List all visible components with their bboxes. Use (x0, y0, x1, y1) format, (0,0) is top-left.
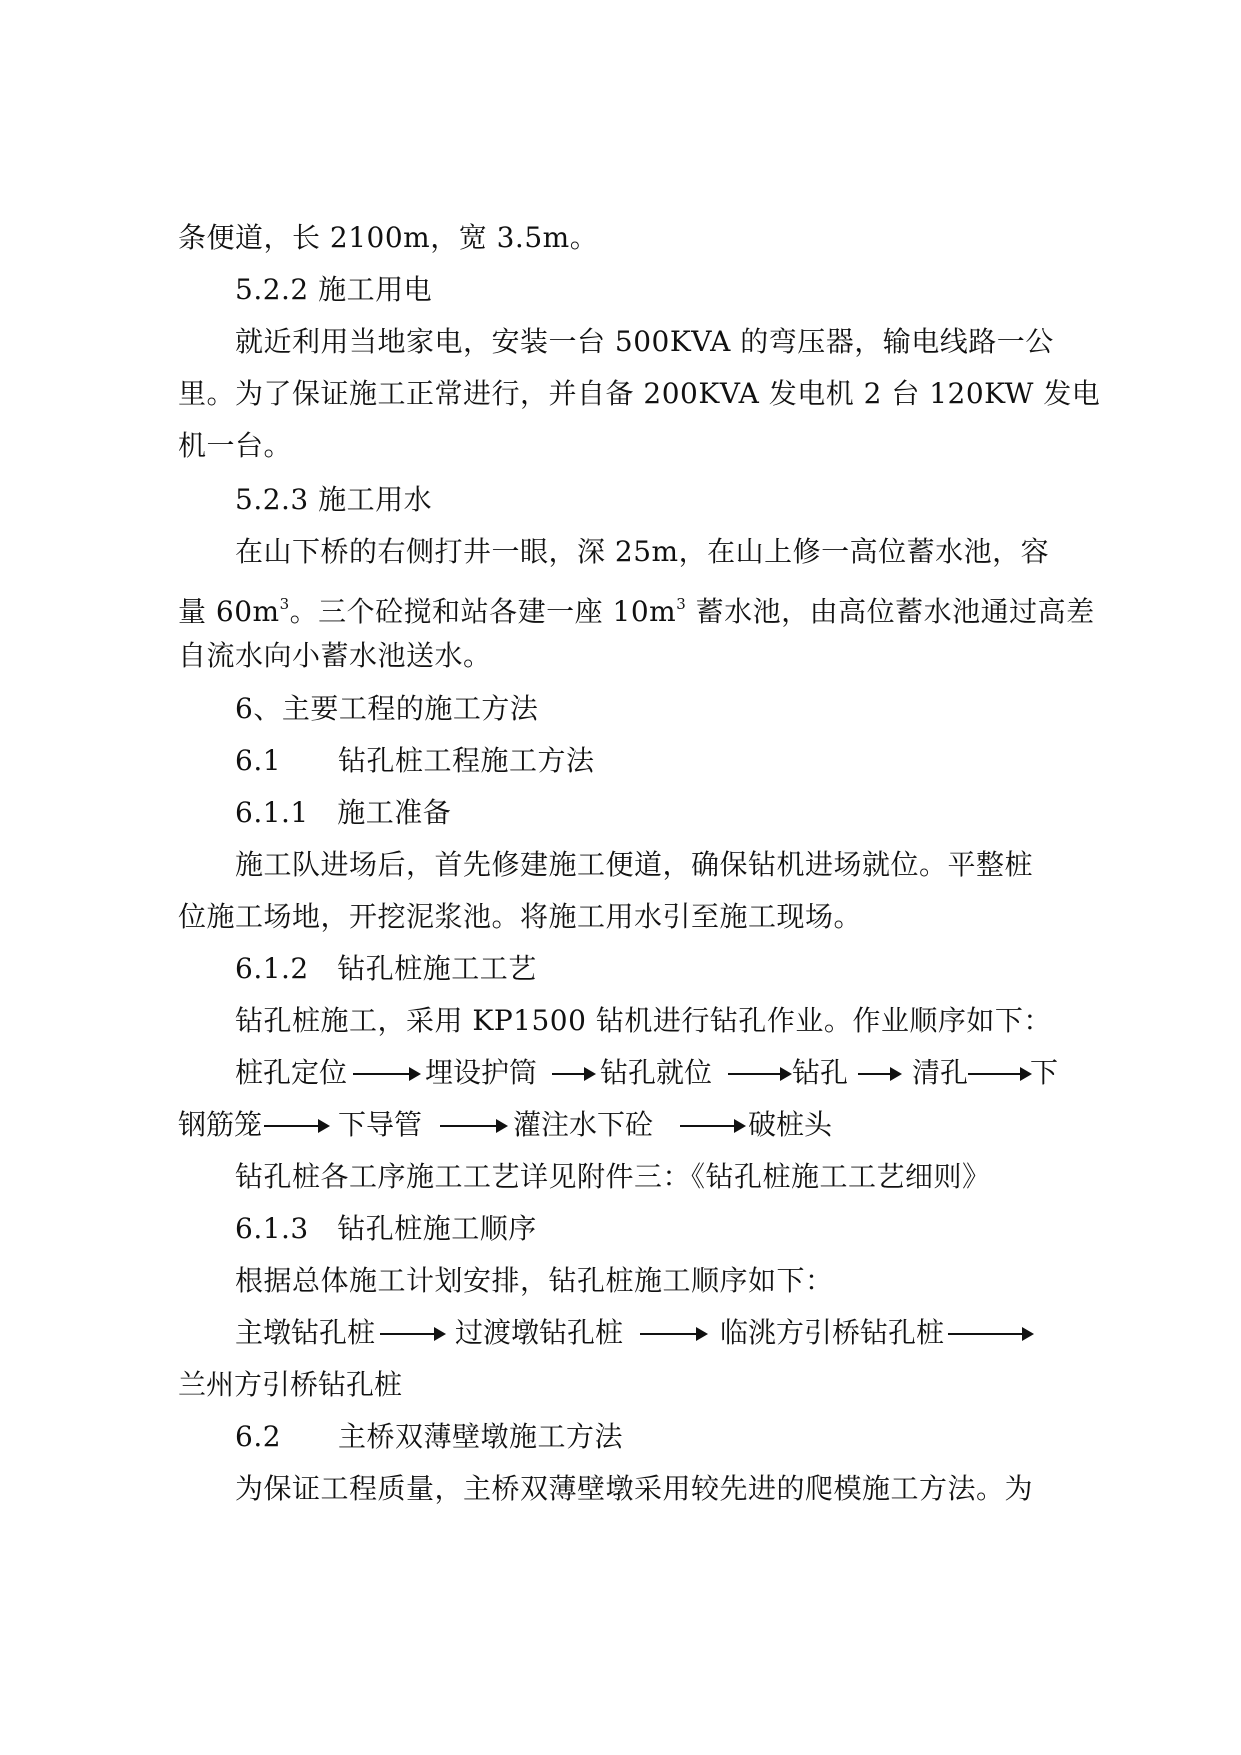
section-heading-5-2-2: 5.2.2 施工用电 (235, 273, 433, 306)
flow-arrow (968, 1073, 1030, 1075)
text-line (178, 584, 1095, 632)
text-span: 。三个砼搅和站各建一座 10m (289, 595, 677, 628)
text-line: 为保证工程质量，主桥双薄壁墩采用较先进的爬模施工方法。为 (235, 1472, 1034, 1505)
flow-arrow (640, 1333, 706, 1335)
section-heading-5-2-3: 5.2.3 施工用水 (235, 483, 433, 516)
flow-arrow (680, 1125, 744, 1127)
text-line: 机一台。 (178, 429, 293, 462)
text-line: 条便道，长 2100m，宽 3.5m。 (178, 221, 599, 254)
flow-step-rig-setup: 钻孔就位 (600, 1056, 713, 1089)
flow-step-transition-pier: 过渡墩钻孔桩 (455, 1316, 624, 1349)
flow-arrow (353, 1073, 419, 1075)
flow-step-casing: 埋设护筒 (425, 1056, 538, 1089)
text-line: 自流水向小蓄水池送水。 (178, 639, 492, 672)
flow-step-main-pier: 主墩钻孔桩 (235, 1316, 376, 1349)
section-heading-6-2: 6.2 主桥双薄壁墩施工方法 (235, 1420, 624, 1453)
text-line: 钻孔桩施工，采用 KP1500 钻机进行钻孔作业。作业顺序如下： (235, 1004, 1052, 1037)
flow-step-cage-part1: 下 (1030, 1056, 1059, 1089)
flow-arrow (380, 1333, 444, 1335)
flow-arrow (440, 1125, 506, 1127)
text-line: 位施工场地，开挖泥浆池。将施工用水引至施工现场。 (178, 900, 863, 933)
flow-step-cleaning: 清孔 (912, 1056, 969, 1089)
text-line: 里。为了保证施工正常进行，并自备 200KVA 发电机 2 台 120KW 发电 (178, 377, 1101, 410)
text-line: 钻孔桩各工序施工工艺详见附件三：《钻孔桩施工工艺细则》 (235, 1160, 991, 1193)
flow-arrow (264, 1125, 328, 1127)
flow-step-pile-positioning: 桩孔定位 (235, 1056, 348, 1089)
flow-step-concrete: 灌注水下砼 (513, 1108, 654, 1141)
text-line: 施工队进场后，首先修建施工便道，确保钻机进场就位。平整桩 (235, 848, 1034, 881)
flow-arrow (948, 1333, 1032, 1335)
text-line: 在山下桥的右侧打井一眼，深 25m，在山上修一高位蓄水池，容 (235, 535, 1050, 568)
text-span: 量 60m (178, 595, 280, 628)
flow-step-pile-head: 破桩头 (748, 1108, 833, 1141)
section-heading-6: 6、主要工程的施工方法 (235, 692, 539, 725)
flow-step-drilling: 钻孔 (792, 1056, 849, 1089)
superscript: 3 (279, 595, 290, 613)
text-span: 蓄水池，由高位蓄水池通过高差 (686, 595, 1095, 628)
text-line: 根据总体施工计划安排，钻孔桩施工顺序如下： (235, 1264, 834, 1297)
flow-step-lanzhou-approach: 兰州方引桥钻孔桩 (178, 1368, 403, 1401)
section-heading-6-1-3: 6.1.3 钻孔桩施工顺序 (235, 1212, 537, 1245)
section-heading-6-1-2: 6.1.2 钻孔桩施工工艺 (235, 952, 537, 985)
text-line: 就近利用当地家电，安装一台 500KVA 的弯压器，输电线路一公 (235, 325, 1054, 358)
flow-step-lintao-approach: 临洮方引桥钻孔桩 (720, 1316, 945, 1349)
flow-step-tremie: 下导管 (338, 1108, 423, 1141)
flow-step-cage-part2: 钢筋笼 (178, 1108, 263, 1141)
superscript: 3 (676, 595, 687, 613)
section-heading-6-1: 6.1 钻孔桩工程施工方法 (235, 744, 595, 777)
flow-arrow (728, 1073, 790, 1075)
section-heading-6-1-1: 6.1.1 施工准备 (235, 796, 452, 829)
flow-arrow (552, 1073, 594, 1075)
flow-arrow (858, 1073, 900, 1075)
